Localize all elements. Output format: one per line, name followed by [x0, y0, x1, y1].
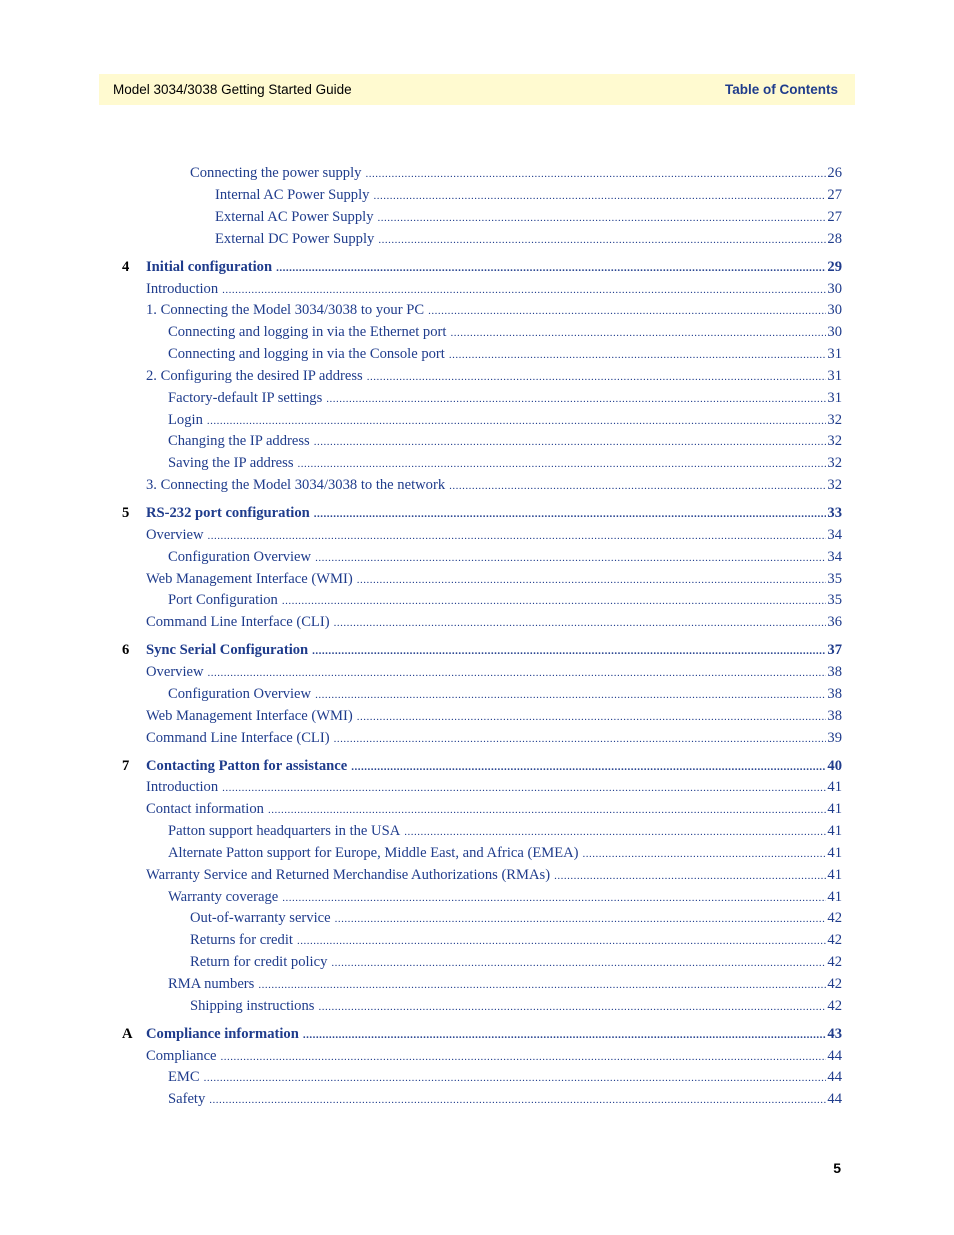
toc-chapter-number: 7	[122, 758, 130, 774]
toc-entry-title[interactable]: Internal AC Power Supply	[215, 187, 370, 203]
toc-entry-title[interactable]: Overview	[146, 527, 204, 543]
toc-entry[interactable]	[168, 1067, 842, 1087]
toc-entry-page[interactable]: 28	[827, 231, 842, 247]
toc-entry[interactable]	[190, 952, 842, 972]
toc-entry-title[interactable]: Login	[168, 412, 203, 428]
dot-leader	[282, 591, 827, 611]
toc-entry-page[interactable]: 35	[827, 592, 842, 608]
toc-entry[interactable]	[146, 569, 842, 589]
toc-entry-title[interactable]: Command Line Interface (CLI)	[146, 614, 330, 630]
dot-leader	[208, 663, 827, 683]
dot-leader	[207, 411, 827, 431]
toc-entry-title[interactable]: Patton support headquarters in the USA	[168, 823, 401, 839]
toc-entry[interactable]	[168, 453, 842, 473]
toc-entry-title[interactable]: Contacting Patton for assistance	[146, 758, 348, 774]
toc-entry[interactable]	[168, 684, 842, 704]
dot-leader	[378, 230, 826, 250]
dot-leader	[221, 1047, 827, 1067]
toc-entry-title[interactable]: Configuration Overview	[168, 549, 312, 565]
dot-leader	[367, 367, 827, 387]
dot-leader	[303, 1025, 827, 1045]
dot-leader	[554, 866, 826, 886]
toc-entry[interactable]	[215, 207, 842, 227]
dot-leader	[222, 280, 826, 300]
toc-entry-page[interactable]: 27	[827, 209, 842, 225]
toc-entry[interactable]	[215, 185, 842, 205]
toc-entry-page[interactable]: 42	[827, 998, 842, 1014]
dot-leader	[208, 526, 827, 546]
toc-entry-page[interactable]: 35	[827, 571, 842, 587]
toc-entry-title[interactable]: Changing the IP address	[168, 433, 310, 449]
toc-entry[interactable]	[190, 996, 842, 1016]
toc-entry-page[interactable]: 41	[827, 779, 842, 795]
toc-entry-title[interactable]: External DC Power Supply	[215, 231, 375, 247]
toc-entry-title[interactable]: External AC Power Supply	[215, 209, 374, 225]
toc-entry-page[interactable]: 34	[827, 527, 842, 543]
dot-leader	[373, 186, 826, 206]
dot-leader	[404, 822, 826, 842]
toc-entry[interactable]	[146, 366, 842, 386]
toc-entry-page[interactable]: 31	[827, 390, 842, 406]
toc-entry-page[interactable]: 30	[827, 324, 842, 340]
toc-entry-page[interactable]: 41	[827, 823, 842, 839]
toc-entry-title[interactable]: Introduction	[146, 281, 219, 297]
document-title: Model 3034/3038 Getting Started Guide	[113, 82, 352, 97]
toc-entry-page[interactable]: 30	[827, 302, 842, 318]
running-header	[99, 74, 855, 105]
toc-entry-page[interactable]: 41	[827, 867, 842, 883]
toc-entry-page[interactable]: 32	[827, 433, 842, 449]
toc-entry[interactable]	[146, 799, 842, 819]
toc-entry[interactable]	[146, 865, 842, 885]
toc-entry-page[interactable]: 33	[827, 505, 842, 521]
toc-entry[interactable]	[146, 706, 842, 726]
dot-leader	[298, 454, 827, 474]
toc-entry[interactable]	[168, 974, 842, 994]
toc-entry-title[interactable]: Initial configuration	[146, 259, 273, 275]
dot-leader	[326, 389, 826, 409]
toc-entry-page[interactable]: 38	[827, 686, 842, 702]
toc-entry[interactable]	[168, 344, 842, 364]
toc-entry-page[interactable]: 31	[827, 346, 842, 362]
toc-entry-page[interactable]: 32	[827, 412, 842, 428]
toc-entry-page[interactable]: 44	[827, 1048, 842, 1064]
toc-entry-page[interactable]: 39	[827, 730, 842, 746]
dot-leader	[276, 258, 826, 278]
dot-leader	[357, 707, 827, 727]
toc-entry-title[interactable]: Sync Serial Configuration	[146, 642, 309, 658]
toc-entry-page[interactable]: 42	[827, 932, 842, 948]
toc-entry-title[interactable]: Compliance information	[146, 1026, 299, 1042]
toc-entry[interactable]	[168, 821, 842, 841]
toc-entry[interactable]	[168, 843, 842, 863]
toc-entry-title[interactable]: Web Management Interface (WMI)	[146, 571, 353, 587]
toc-entry[interactable]	[190, 908, 842, 928]
toc-chapter-number: A	[122, 1026, 133, 1042]
toc-entry-title[interactable]: Overview	[146, 664, 204, 680]
toc-entry-page[interactable]: 29	[827, 259, 842, 275]
toc-entry-title[interactable]: Alternate Patton support for Europe, Middle East, and Africa (EMEA)	[168, 845, 579, 861]
dot-leader	[318, 997, 826, 1017]
dot-leader	[335, 909, 827, 929]
toc-entry-page[interactable]: 41	[827, 889, 842, 905]
toc-entry-title[interactable]: Warranty coverage	[168, 889, 279, 905]
toc-entry[interactable]	[168, 322, 842, 342]
dot-leader	[312, 641, 826, 661]
dot-leader	[365, 164, 826, 184]
toc-entry-page[interactable]: 30	[827, 281, 842, 297]
toc-entry-page[interactable]: 44	[827, 1091, 842, 1107]
toc-entry-page[interactable]: 26	[827, 165, 842, 181]
toc-entry-page[interactable]: 38	[827, 708, 842, 724]
toc-entry-title[interactable]: 3. Connecting the Model 3034/3038 to the network	[146, 477, 446, 493]
toc-entry-title[interactable]: Shipping instructions	[190, 998, 315, 1014]
toc-entry[interactable]	[168, 547, 842, 567]
toc-entry-page[interactable]: 34	[827, 549, 842, 565]
page-number: 5	[833, 1160, 841, 1176]
toc-entry-page[interactable]: 31	[827, 368, 842, 384]
toc-chapter-number: 6	[122, 642, 130, 658]
toc-entry-page[interactable]: 37	[827, 642, 842, 658]
toc-entry[interactable]	[146, 662, 842, 682]
toc-entry-title[interactable]: 1. Connecting the Model 3034/3038 to your PC	[146, 302, 425, 318]
toc-entry-page[interactable]: 32	[827, 477, 842, 493]
toc-entry-page[interactable]: 40	[827, 758, 842, 774]
toc-entry[interactable]	[146, 475, 842, 495]
toc-entry-title[interactable]: Connecting and logging in via the Console port	[168, 346, 445, 362]
toc-entry-title[interactable]: Connecting the power supply	[190, 165, 362, 181]
toc-entry-title[interactable]: Compliance	[146, 1048, 217, 1064]
toc-entry[interactable]	[146, 279, 842, 299]
toc-entry-title[interactable]: Safety	[168, 1091, 206, 1107]
toc-entry[interactable]	[146, 777, 842, 797]
toc-entry-title[interactable]: Introduction	[146, 779, 219, 795]
toc-entry-title[interactable]: Port Configuration	[168, 592, 278, 608]
toc-chapter-number: 4	[122, 259, 130, 275]
toc-entry[interactable]	[168, 1089, 842, 1109]
toc-entry-title[interactable]: EMC	[168, 1069, 200, 1085]
toc-entry[interactable]	[146, 525, 842, 545]
toc-entry-title[interactable]: Warranty Service and Returned Merchandise Authorizations (RMAs)	[146, 867, 551, 883]
toc-entry[interactable]	[168, 410, 842, 430]
dot-leader	[331, 953, 826, 973]
section-title: Table of Contents	[725, 82, 838, 97]
toc-chapter-entry[interactable]	[122, 1024, 842, 1044]
dot-leader	[449, 345, 827, 365]
toc-entry-title[interactable]: Contact information	[146, 801, 264, 817]
toc-chapter-number: 5	[122, 505, 130, 521]
toc-entry-title[interactable]: Web Management Interface (WMI)	[146, 708, 353, 724]
toc-entry[interactable]	[146, 728, 842, 748]
toc-entry-title[interactable]: 2. Configuring the desired IP address	[146, 368, 363, 384]
dot-leader	[378, 208, 827, 228]
toc-entry[interactable]	[168, 887, 842, 907]
toc-entry-title[interactable]: Command Line Interface (CLI)	[146, 730, 330, 746]
toc-entry-title[interactable]: Out-of-warranty service	[190, 910, 331, 926]
dot-leader	[314, 504, 827, 524]
toc-entry[interactable]	[146, 1046, 842, 1066]
dot-leader	[449, 476, 826, 496]
toc-entry-title[interactable]: Configuration Overview	[168, 686, 312, 702]
toc-entry-title[interactable]: Return for credit policy	[190, 954, 328, 970]
toc-entry-title[interactable]: Connecting and logging in via the Ethernet port	[168, 324, 447, 340]
toc-entry-title[interactable]: Saving the IP address	[168, 455, 294, 471]
toc-entry-page[interactable]: 42	[827, 910, 842, 926]
toc-entry-page[interactable]: 44	[827, 1069, 842, 1085]
toc-entry[interactable]	[190, 163, 842, 183]
toc-entry-page[interactable]: 42	[827, 954, 842, 970]
toc-entry-page[interactable]: 36	[827, 614, 842, 630]
dot-leader	[314, 432, 827, 452]
toc-entry[interactable]	[146, 612, 842, 632]
dot-leader	[583, 844, 827, 864]
dot-leader	[258, 975, 826, 995]
dot-leader	[351, 757, 826, 777]
dot-leader	[357, 570, 827, 590]
toc-entry[interactable]	[215, 229, 842, 249]
dot-leader	[315, 685, 826, 705]
toc-entry[interactable]	[146, 300, 842, 320]
dot-leader	[315, 548, 826, 568]
toc-entry-page[interactable]: 41	[827, 845, 842, 861]
toc-entry-title[interactable]: RS-232 port configuration	[146, 505, 310, 521]
toc-entry-page[interactable]: 41	[827, 801, 842, 817]
toc-entry-page[interactable]: 43	[827, 1026, 842, 1042]
toc-entry-page[interactable]: 38	[827, 664, 842, 680]
toc-entry-page[interactable]: 32	[827, 455, 842, 471]
toc-chapter-entry[interactable]	[122, 756, 842, 776]
dot-leader	[209, 1090, 826, 1110]
toc-entry[interactable]	[168, 388, 842, 408]
dot-leader	[450, 323, 826, 343]
dot-leader	[428, 301, 826, 321]
toc-chapter-entry[interactable]	[122, 257, 842, 277]
dot-leader	[222, 778, 826, 798]
dot-leader	[334, 613, 827, 633]
toc-entry-title[interactable]: Returns for credit	[190, 932, 293, 948]
toc-entry[interactable]	[168, 590, 842, 610]
toc-entry-title[interactable]: Factory-default IP settings	[168, 390, 323, 406]
dot-leader	[204, 1068, 827, 1088]
toc-chapter-entry[interactable]	[122, 503, 842, 523]
dot-leader	[268, 800, 826, 820]
toc-chapter-entry[interactable]	[122, 640, 842, 660]
toc-entry-page[interactable]: 42	[827, 976, 842, 992]
dot-leader	[282, 888, 826, 908]
dot-leader	[334, 729, 827, 749]
toc-entry[interactable]	[190, 930, 842, 950]
toc-entry[interactable]	[168, 431, 842, 451]
toc-entry-title[interactable]: RMA numbers	[168, 976, 255, 992]
toc-entry-page[interactable]: 27	[827, 187, 842, 203]
dot-leader	[297, 931, 826, 951]
